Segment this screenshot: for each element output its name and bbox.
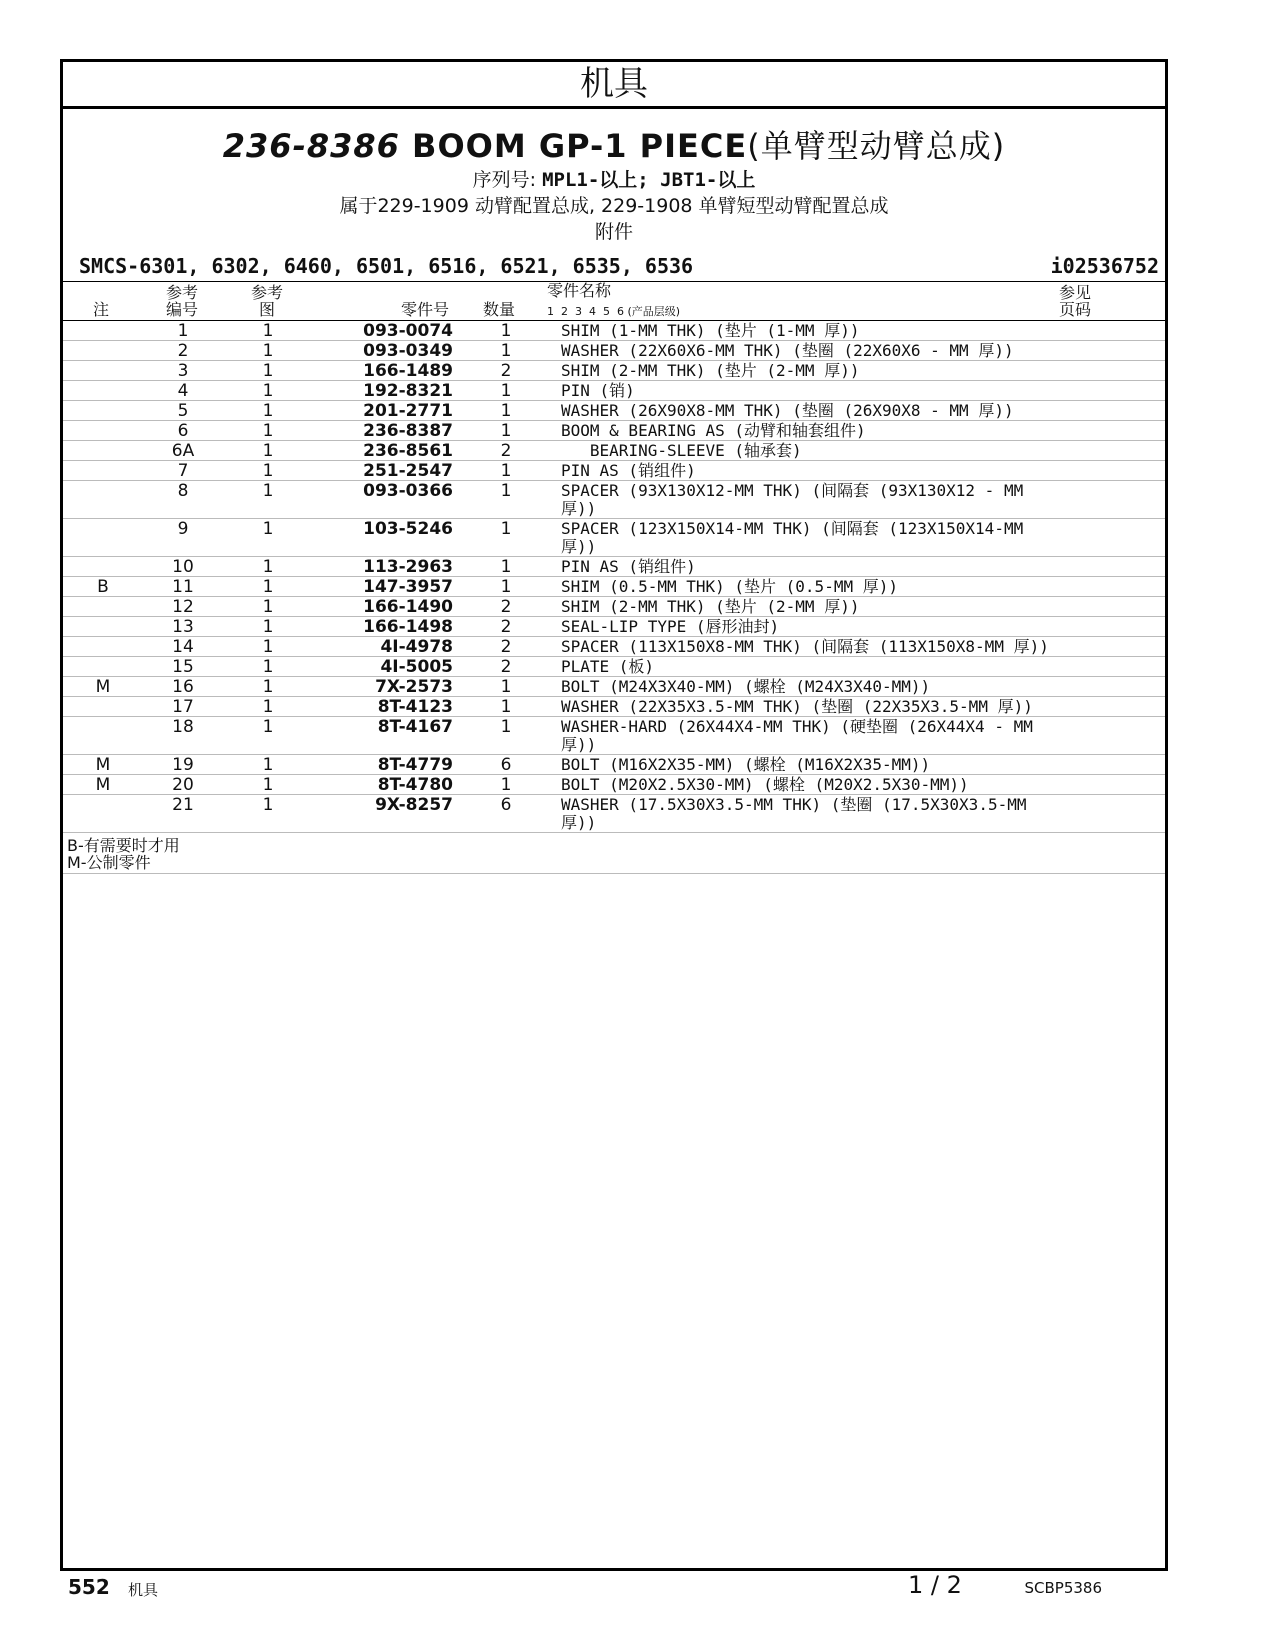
table-row [63,557,1165,577]
belongs-line: 属于229-1909 动臂配置总成, 229-1908 单臂短型动臂配置总成 [339,195,889,217]
cell-part-name: SPACER (113X150X8-MM THK) (间隔套 (113X150X8-MM 厚)) [551,637,1061,657]
cell-ref-no: 4 [143,381,223,401]
cell-note [63,441,143,461]
cell-page-ref [1061,795,1165,833]
col-ref-no: 参考 编号 [166,283,199,319]
cell-fig: 1 [223,697,313,717]
doc-id: i02536752 [1050,254,1159,278]
col-part-no: 零件号 [401,300,450,319]
page-number: 552 [68,1575,110,1599]
cell-part-name: WASHER (17.5X30X3.5-MM THK) (垫圈 (17.5X30X3.5-MM 厚)) [551,795,1061,833]
cell-page-ref [1061,717,1165,755]
cell-ref-no: 18 [143,717,223,755]
cell-qty: 1 [461,481,551,519]
cell-note [63,381,143,401]
cell-page-ref [1061,775,1165,795]
smcs-codes: SMCS-6301, 6302, 6460, 6501, 6516, 6521, 6535, 6536 [79,254,694,278]
cell-note [63,421,143,441]
cell-ref-no: 9 [143,519,223,557]
cell-fig: 1 [223,717,313,755]
cell-fig: 1 [223,677,313,697]
cell-part-no: 8T-4123 [313,697,461,717]
cell-part-no: 236-8561 [313,441,461,461]
cell-page-ref [1061,321,1165,341]
footnote: B-有需要时才用 [67,836,180,855]
cell-ref-no: 10 [143,557,223,577]
cell-qty: 1 [461,321,551,341]
cell-part-name: WASHER (22X35X3.5-MM THK) (垫圈 (22X35X3.5-MM 厚)) [551,697,1061,717]
cell-part-name: SHIM (2-MM THK) (垫片 (2-MM 厚)) [551,361,1061,381]
cell-fig: 1 [223,401,313,421]
cell-qty: 2 [461,637,551,657]
cell-page-ref [1061,381,1165,401]
cell-ref-no: 12 [143,597,223,617]
cell-fig: 1 [223,657,313,677]
cell-note [63,795,143,833]
cell-page-ref [1061,755,1165,775]
cell-note [63,617,143,637]
cell-fig: 1 [223,755,313,775]
cell-page-ref [1061,481,1165,519]
cell-fig: 1 [223,519,313,557]
cell-part-no: 7X-2573 [313,677,461,697]
cell-ref-no: 6 [143,421,223,441]
cell-part-no: 8T-4780 [313,775,461,795]
cell-note [63,481,143,519]
cell-fig: 1 [223,795,313,833]
column-headers [63,282,1165,321]
cell-part-name: SHIM (0.5-MM THK) (垫片 (0.5-MM 厚)) [551,577,1061,597]
table-row [63,657,1165,677]
cell-fig: 1 [223,775,313,795]
cell-note: M [63,677,143,697]
cell-part-no: 093-0366 [313,481,461,519]
cell-ref-no: 17 [143,697,223,717]
cell-part-name: WASHER (22X60X6-MM THK) (垫圈 (22X60X6 - MM 厚)) [551,341,1061,361]
cell-qty: 1 [461,341,551,361]
attachment-line: 附件 [594,221,633,243]
cell-page-ref [1061,557,1165,577]
cell-note: M [63,775,143,795]
table-row [63,795,1165,833]
cell-part-no: 093-0074 [313,321,461,341]
cell-part-no: 166-1490 [313,597,461,617]
cell-part-no: 9X-8257 [313,795,461,833]
cell-qty: 1 [461,461,551,481]
cell-part-name: PLATE (板) [551,657,1061,677]
cell-part-name: WASHER-HARD (26X44X4-MM THK) (硬垫圈 (26X44X4 - MM 厚)) [551,717,1061,755]
cell-page-ref [1061,421,1165,441]
table-row [63,597,1165,617]
cell-qty: 1 [461,677,551,697]
parts-table [63,321,1165,833]
table-row [63,381,1165,401]
cell-ref-no: 15 [143,657,223,677]
document-title [63,121,1165,167]
col-part-name: 零件名称 [547,281,612,300]
table-row [63,421,1165,441]
smcs-row [63,247,1165,282]
cell-qty: 1 [461,381,551,401]
cell-part-no: 113-2963 [313,557,461,577]
cell-note [63,717,143,755]
cell-fig: 1 [223,461,313,481]
cell-qty: 1 [461,401,551,421]
cell-qty: 1 [461,775,551,795]
title-name: BOOM GP-1 PIECE [412,127,748,165]
table-row [63,717,1165,755]
col-fig: 参考 图 [251,283,284,319]
cell-qty: 2 [461,597,551,617]
cell-page-ref [1061,441,1165,461]
cell-ref-no: 5 [143,401,223,421]
section-title: 机具 [63,62,1165,109]
cell-page-ref [1061,361,1165,381]
table-row [63,481,1165,519]
cell-part-no: 166-1489 [313,361,461,381]
serial-label: 序列号: [472,169,537,191]
cell-part-name: WASHER (26X90X8-MM THK) (垫圈 (26X90X8 - MM 厚)) [551,401,1061,421]
table-row [63,617,1165,637]
table-row [63,441,1165,461]
cell-part-name: SPACER (93X130X12-MM THK) (间隔套 (93X130X12 - MM 厚)) [551,481,1061,519]
cell-note [63,321,143,341]
cell-page-ref [1061,577,1165,597]
cell-qty: 1 [461,717,551,755]
cell-part-name: SEAL-LIP TYPE (唇形油封) [551,617,1061,637]
table-row [63,361,1165,381]
cell-note [63,461,143,481]
cell-part-no: 166-1498 [313,617,461,637]
cell-part-no: 201-2771 [313,401,461,421]
cell-part-name: BOLT (M20X2.5X30-MM) (螺栓 (M20X2.5X30-MM)) [551,775,1061,795]
cell-part-name: BEARING-SLEEVE (轴承套) [551,441,1061,461]
cell-page-ref [1061,341,1165,361]
table-row [63,341,1165,361]
serial-value: MPL1-以上; JBT1-以上 [542,169,756,191]
table-row [63,697,1165,717]
table-row [63,519,1165,557]
cell-fig: 1 [223,597,313,617]
cell-ref-no: 1 [143,321,223,341]
cell-qty: 6 [461,795,551,833]
footer-section: 机具 [128,1581,159,1599]
cell-ref-no: 3 [143,361,223,381]
cell-note [63,637,143,657]
title-name-cn: (单臂型动臂总成) [747,127,1006,165]
cell-fig: 1 [223,421,313,441]
cell-part-name: PIN AS (销组件) [551,461,1061,481]
cell-ref-no: 6A [143,441,223,461]
cell-qty: 1 [461,519,551,557]
cell-ref-no: 8 [143,481,223,519]
footnote: M-公制零件 [67,853,151,872]
table-row [63,637,1165,657]
col-note: 注 [93,300,110,319]
cell-qty: 2 [461,441,551,461]
serial-line [63,167,1165,193]
table-row [63,577,1165,597]
cell-qty: 2 [461,657,551,677]
cell-fig: 1 [223,441,313,461]
cell-ref-no: 11 [143,577,223,597]
cell-page-ref [1061,519,1165,557]
cell-note [63,557,143,577]
cell-note [63,361,143,381]
cell-part-no: 4I-5005 [313,657,461,677]
cell-part-no: 8T-4167 [313,717,461,755]
cell-note: B [63,577,143,597]
cell-ref-no: 16 [143,677,223,697]
cell-fig: 1 [223,481,313,519]
cell-fig: 1 [223,321,313,341]
cell-part-name: SHIM (2-MM THK) (垫片 (2-MM 厚)) [551,597,1061,617]
page-footer [68,1571,1168,1605]
cell-note [63,597,143,617]
cell-fig: 1 [223,617,313,637]
cell-note: M [63,755,143,775]
cell-qty: 2 [461,617,551,637]
cell-page-ref [1061,597,1165,617]
cell-part-name: BOLT (M16X2X35-MM) (螺栓 (M16X2X35-MM)) [551,755,1061,775]
cell-qty: 6 [461,755,551,775]
document-code: SCBP5386 [1024,1579,1102,1597]
cell-qty: 1 [461,577,551,597]
page-fraction: 1 / 2 [908,1571,962,1599]
cell-ref-no: 7 [143,461,223,481]
cell-part-no: 093-0349 [313,341,461,361]
cell-note [63,657,143,677]
cell-fig: 1 [223,557,313,577]
cell-ref-no: 13 [143,617,223,637]
cell-part-name: BOOM & BEARING AS (动臂和轴套组件) [551,421,1061,441]
heading [63,109,1165,245]
col-qty: 数量 [483,300,516,319]
cell-ref-no: 21 [143,795,223,833]
col-page-ref: 参见 页码 [1059,283,1092,319]
cell-part-name: PIN (销) [551,381,1061,401]
table-row [63,321,1165,341]
cell-part-no: 103-5246 [313,519,461,557]
cell-fig: 1 [223,361,313,381]
cell-part-name: PIN AS (销组件) [551,557,1061,577]
cell-fig: 1 [223,381,313,401]
cell-page-ref [1061,697,1165,717]
cell-page-ref [1061,401,1165,421]
cell-note [63,519,143,557]
cell-part-no: 192-8321 [313,381,461,401]
cell-page-ref [1061,677,1165,697]
table-row [63,677,1165,697]
footnotes [63,833,1165,874]
cell-fig: 1 [223,577,313,597]
table-row [63,755,1165,775]
cell-qty: 1 [461,697,551,717]
cell-part-name: SPACER (123X150X14-MM THK) (间隔套 (123X150X14-MM 厚)) [551,519,1061,557]
cell-note [63,697,143,717]
cell-ref-no: 19 [143,755,223,775]
cell-note [63,401,143,421]
table-row [63,461,1165,481]
cell-ref-no: 2 [143,341,223,361]
cell-part-no: 236-8387 [313,421,461,441]
table-row [63,401,1165,421]
cell-part-no: 8T-4779 [313,755,461,775]
cell-page-ref [1061,637,1165,657]
cell-part-name: SHIM (1-MM THK) (垫片 (1-MM 厚)) [551,321,1061,341]
cell-qty: 1 [461,557,551,577]
table-row [63,775,1165,795]
cell-note [63,341,143,361]
col-levels: 1 2 3 4 5 6 (产品层级) [547,305,681,318]
cell-part-name: BOLT (M24X3X40-MM) (螺栓 (M24X3X40-MM)) [551,677,1061,697]
cell-part-no: 4I-4978 [313,637,461,657]
cell-ref-no: 14 [143,637,223,657]
cell-ref-no: 20 [143,775,223,795]
cell-fig: 1 [223,341,313,361]
cell-page-ref [1061,617,1165,637]
cell-part-no: 251-2547 [313,461,461,481]
cell-qty: 2 [461,361,551,381]
cell-part-no: 147-3957 [313,577,461,597]
cell-page-ref [1061,461,1165,481]
cell-page-ref [1061,657,1165,677]
title-part-number: 236-8386 [222,127,400,165]
cell-qty: 1 [461,421,551,441]
page-frame [60,59,1168,1571]
cell-fig: 1 [223,637,313,657]
